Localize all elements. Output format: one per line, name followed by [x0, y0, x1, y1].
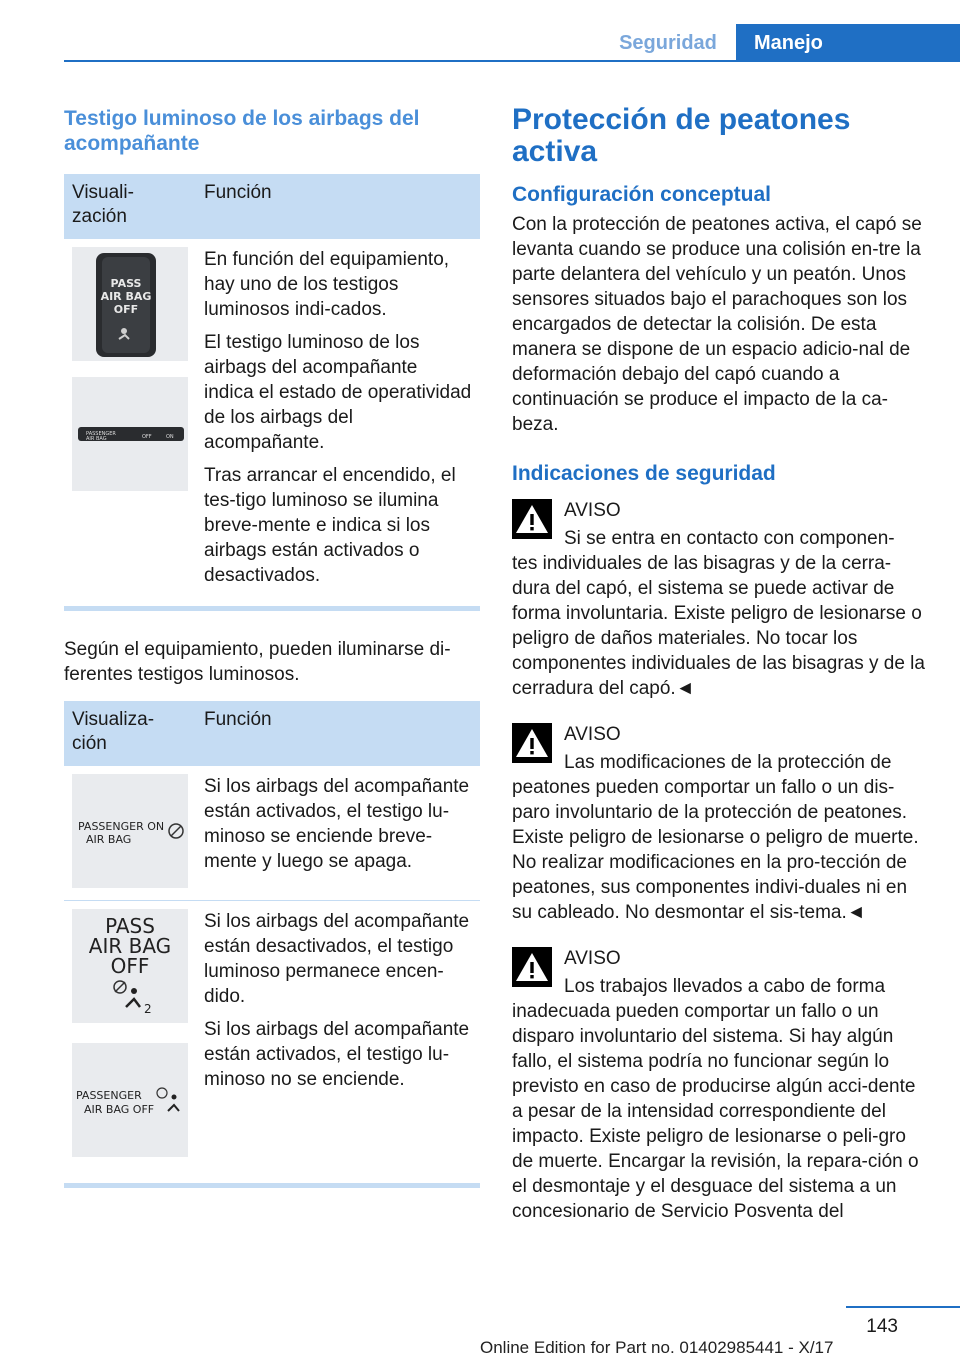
- edition-note: Online Edition for Part no. 01402985441 - X/17: [480, 1338, 834, 1357]
- function-description: [196, 901, 480, 1186]
- function-paragraph: Si los airbags del acompañante están activados, el testigo lu-minoso no se enciende.: [204, 1019, 470, 1090]
- indicator-table-2: [64, 701, 480, 1188]
- footer-rule: [846, 1306, 960, 1308]
- svg-text:AIR BAG: AIR BAG: [100, 290, 152, 303]
- section-tab[interactable]: Seguridad: [619, 32, 717, 54]
- page-number: 143: [866, 1316, 898, 1337]
- subheading-safety: Indicaciones de seguridad: [512, 462, 776, 485]
- warning-triangle-icon: [512, 947, 552, 987]
- svg-text:2: 2: [144, 1002, 152, 1016]
- right-column: [512, 96, 928, 1242]
- svg-text:AIR BAG: AIR BAG: [86, 436, 107, 442]
- left-column: [64, 96, 480, 1214]
- passenger-airbag-off-image: [72, 1043, 188, 1157]
- warning-title: AVISO: [564, 724, 621, 745]
- svg-text:PASSENGER: PASSENGER: [86, 431, 116, 437]
- airbag-off-line1: PASS: [105, 914, 155, 938]
- warning-text: tes individuales de las bisagras y de la cerra-dura del capó, el sistema se puede activar de forma involuntaria. Existe peligro de lesionarse o peligro de daños materiales. No tocar los componentes individuales de las bisagras y de la cerradura del capó.◄: [512, 553, 925, 699]
- indicator-table-1: [64, 174, 480, 611]
- function-paragraph: Tras arrancar el encendido, el tes-tigo luminoso se ilumina breve-mente e indica si los airbags están activados o desactivados.: [204, 465, 456, 586]
- chapter-tab[interactable]: Manejo: [736, 24, 960, 62]
- warning-triangle-icon: [512, 723, 552, 763]
- warning-first-line: Los trabajos llevados a cabo de forma: [564, 976, 886, 997]
- airbag-off-line3: OFF: [110, 954, 150, 978]
- warning-title: AVISO: [564, 948, 621, 969]
- page-title: Protección de peatones activa: [512, 103, 851, 168]
- svg-text:OFF: OFF: [113, 303, 139, 316]
- warning-block: [512, 495, 928, 701]
- airbag-off2-line1: PASSENGER: [76, 1089, 142, 1102]
- warning-first-line: Si se entra en contacto con componen-: [564, 528, 895, 549]
- warning-triangle-icon: [512, 499, 552, 539]
- warning-title: AVISO: [564, 500, 621, 521]
- subheading-concept: Configuración conceptual: [512, 183, 772, 206]
- airbag-off-light-image: [72, 247, 188, 361]
- passenger-airbag-on-image: [72, 774, 188, 888]
- airbag-on-line1: PASSENGER ON: [78, 820, 165, 833]
- airbag-off-line2: AIR BAG: [88, 934, 172, 958]
- table-header-display: Visualiza-ción: [64, 701, 196, 766]
- function-paragraph: Si los airbags del acompañante están desactivados, el testigo luminoso permanece encen-dido.: [204, 911, 470, 1007]
- warning-block: [512, 943, 928, 1224]
- intro-paragraph: Según el equipamiento, pueden iluminarse di-ferentes testigos luminosos.: [64, 639, 451, 685]
- warning-first-line: Las modificaciones de la protección de: [564, 752, 892, 773]
- warning-block: [512, 719, 928, 925]
- airbag-off2-line2: AIR BAG OFF: [84, 1103, 155, 1116]
- svg-text:OFF: OFF: [142, 434, 152, 440]
- svg-text:ON: ON: [166, 434, 174, 440]
- warning-text: peatones pueden comportar un fallo o un dis-paro involuntario de la protección de peatones. Existe peligro de lesionarse o peligro de muerte. No realizar modificaciones en la pro-tección de peatones, sus componentes indivi-duales ni en su cableado. No desmontar el sis-tema.◄: [512, 777, 919, 923]
- function-description: [196, 239, 480, 609]
- concept-paragraph: Con la protección de peatones activa, el capó se levanta cuando se produce una colisión en-tre la parte delantera del vehículo y un peatón. Unos sensores situados bajo el parachoques son los encargados de detectar la colisión. De esta manera se dispone de un espacio adicio-nal de deformación debajo del capó cuando a continuación se produce el impacto de la ca-beza.: [512, 214, 922, 435]
- function-description: Si los airbags del acompañante están activados, el testigo lu-minoso se enciende breve-mente y luego se apaga.: [196, 766, 480, 901]
- warning-text: inadecuada pueden comportar un fallo o un disparo involuntario del sistema. Si hay algún fallo, el sistema podría no funcionar según lo previsto en caso de producirse algún acci-dente a pesar de la intensidad correspondiente del impacto. Existe peligro de lesionarse o peli-gro de muerte. Encargar la revisión, la repara-ción o el desmontaje y el desguace del sistema a un concesionario de Servicio Posventa del: [512, 1001, 919, 1222]
- function-paragraph: El testigo luminoso de los airbags del acompañante indica el estado de operatividad de los airbags del acompañante.: [204, 332, 472, 453]
- passenger-airbag-strip-image: [72, 377, 188, 491]
- section-title: Testigo luminoso de los airbags del acompañante: [64, 107, 420, 155]
- airbag-on-line2: AIR BAG: [86, 833, 132, 846]
- pass-airbag-off-image: [72, 909, 188, 1023]
- svg-text:PASS: PASS: [110, 277, 142, 290]
- function-paragraph: En función del equipamiento, hay uno de los testigos luminosos indi-cados.: [204, 249, 450, 320]
- table-header-function: Función: [196, 174, 480, 239]
- table-header-display: Visuali-zación: [64, 174, 196, 239]
- table-header-function: Función: [196, 701, 480, 766]
